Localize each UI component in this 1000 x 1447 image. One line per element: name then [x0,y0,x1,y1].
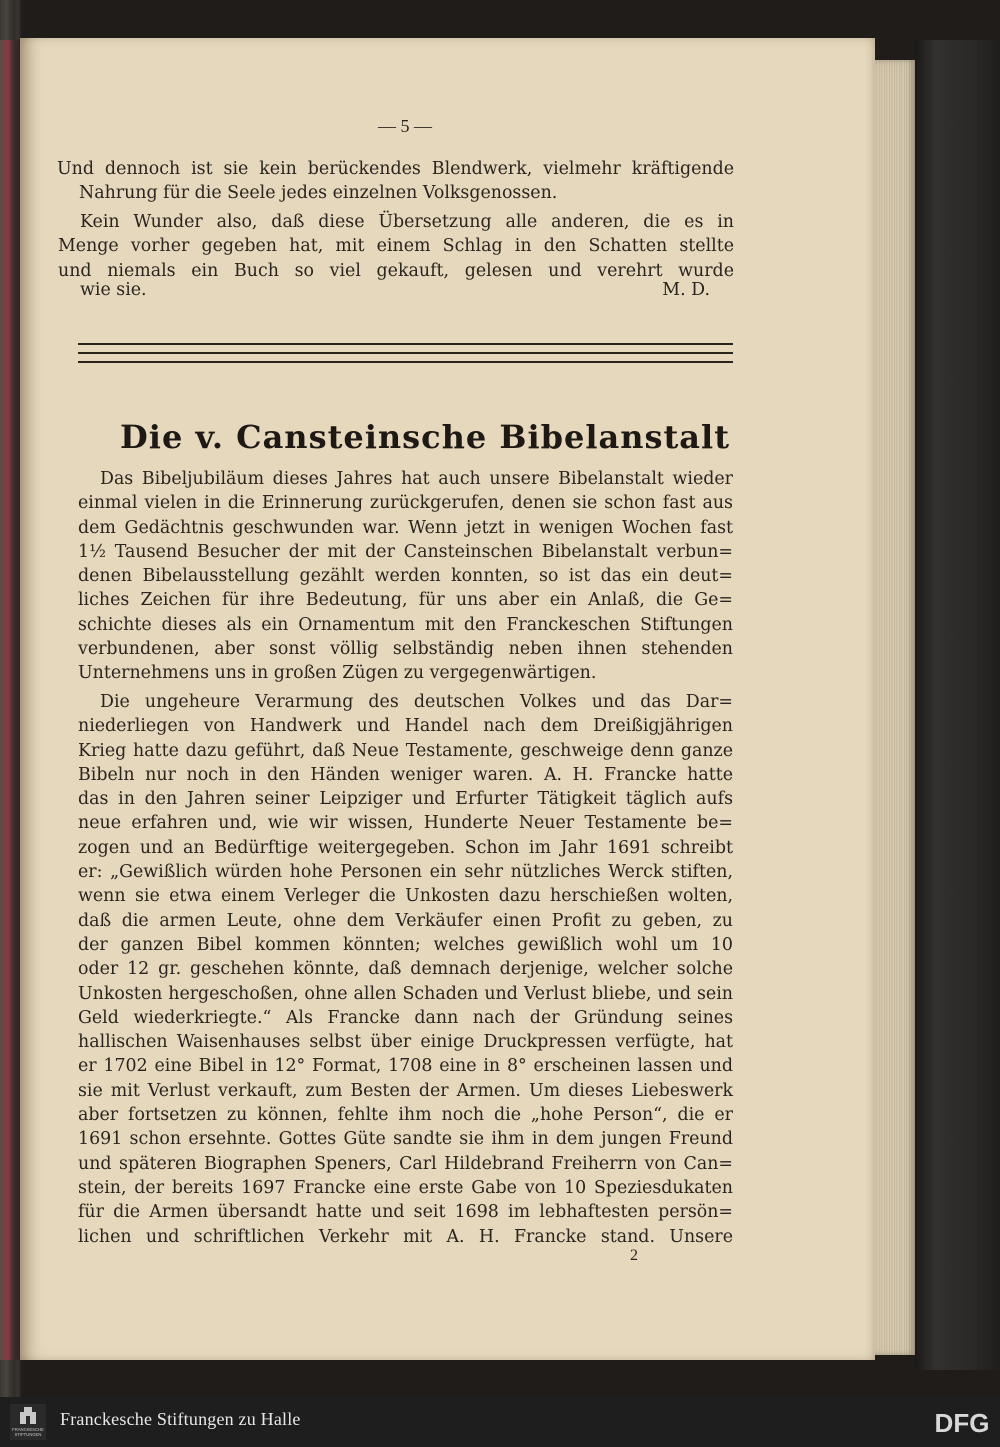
book-cover-right [915,40,1000,1370]
book-cover-left [0,40,22,1360]
author-initials: M. D. [662,280,710,300]
section-heading: Die v. Cansteinsche Bibelanstalt [120,418,730,456]
text-line: hallischen Waisenhauses selbst über einige Druckpressen verfügte, hat [78,1032,733,1053]
second-paragraph [58,210,734,283]
logo-caption-line-2: STIFTUNGEN [14,1432,42,1437]
signature-mark: 2 [630,1247,638,1264]
institution-name[interactable]: Franckesche Stiftungen zu Halle [60,1409,301,1429]
divider-rule [78,361,733,363]
text-line: Und dennoch ist sie kein berückendes Blendwerk, vielmehr kräftigende [57,159,734,179]
text-line: Geld wiederkriegte.“ Als Francke dann nach der Gründung seines [78,1007,733,1028]
text-line: er: „Gewißlich würden hohe Personen ein sehr nützliches Werck stiften, [78,862,733,883]
text-line: verbundenen, aber sonst völlig selbständig neben ihnen stehenden [78,639,733,660]
text-line: aber fortsetzen zu können, fehlte ihm noch die „hohe Person“, die er [78,1105,733,1126]
text-line: er 1702 eine Bibel in 12° Format, 1708 eine in 8° erscheinen lassen und [78,1056,733,1077]
body-paragraph-1 [78,467,733,686]
text-line: für die Armen übersandt hatte und seit 1698 im lebhaftesten persön= [78,1202,733,1223]
logo-caption-line-1: FRANCKESCHE [12,1427,44,1432]
intro-paragraph [57,157,734,206]
text-line: Das Bibeljubiläum dieses Jahres hat auch unsere Bibelanstalt wieder [100,469,733,489]
institution-logo-icon[interactable] [10,1404,46,1440]
text-line: neue erfahren und, wie wir wissen, Hunderte Neuer Testamente be= [78,813,733,834]
text-line: 1½ Tausend Besucher der mit der Cansteinschen Bibelanstalt verbun= [78,541,733,562]
body-paragraph-2 [78,690,733,1249]
divider-rule [78,343,733,345]
page-number: — 5 — [378,116,432,136]
text-line: 1691 schon ersehnte. Gottes Güte sandte sie ihm in dem jungen Freund [78,1129,733,1150]
text-line: das in den Jahren seiner Leipziger und Erfurter Tätigkeit täglich aufs [78,789,733,810]
text-line: einmal vielen in die Erinnerung zurückgerufen, denen sie schon fast aus [78,493,733,514]
text-line: liches Zeichen für ihre Bedeutung, für uns aber ein Anlaß, die Ge= [78,590,733,611]
text-line: und späteren Biographen Speners, Carl Hildebrand Freiherrn von Can= [78,1153,733,1174]
text-line: Nahrung für die Seele jedes einzelnen Volksgenossen. [79,183,558,204]
text-line: zogen und an Bedürftige weitergegeben. Schon im Jahr 1691 schreibt [78,837,733,858]
dfg-logo-icon[interactable] [933,1405,991,1439]
text-line: niederliegen von Handwerk und Handel nach dem Dreißigjährigen [78,716,733,737]
text-line: lichen und schriftlichen Verkehr mit A. H. Francke stand. Unsere [78,1226,733,1247]
text-line: Unkosten hergeschoßen, ohne allen Schaden und Verlust bliebe, und sein [78,983,733,1004]
dfg-logo-text: DFG [934,1408,990,1438]
text-line: Kein Wunder also, daß diese Übersetzung alle anderen, die es in [80,212,734,232]
text-line: daß die armen Leute, ohne dem Verkäufer einen Profit zu geben, zu [78,910,733,931]
text-line: dem Gedächtnis geschwunden war. Wenn jetzt in wenigen Wochen fast [78,517,733,538]
text-line: und niemals ein Buch so viel gekauft, gelesen und verehrt wurde [58,260,734,281]
text-line: oder 12 gr. geschehen könnte, daß demnach derjenige, welcher solche [78,959,733,980]
text-line: schichte dieses als ein Ornamentum mit den Franckeschen Stiftungen [78,614,733,635]
closing-text: wie sie. [80,280,147,300]
closing-line [80,280,732,300]
text-line: der ganzen Bibel kommen könnten; welches gewißlich wohl um 10 [78,934,733,955]
text-line: Bibeln nur noch in den Händen weniger waren. A. H. Francke hatte [78,764,733,785]
text-line: denen Bibelausstellung gezählt werden konnten, so ist das ein deut= [78,566,733,587]
text-line: stein, der bereits 1697 Francke eine erste Gabe von 10 Speziesdukaten [78,1177,733,1198]
page-edges [875,60,915,1355]
text-line: Menge vorher gegeben hat, mit einem Schlag in den Schatten stellte [58,236,734,257]
divider-rule [78,352,733,354]
text-line: wenn sie etwa einem Verleger die Unkosten dazu herschießen wolten, [78,886,733,907]
text-line: Unternehmens uns in großen Zügen zu vergegenwärtigen. [78,663,597,684]
text-line: Die ungeheure Verarmung des deutschen Volkes und das Dar= [100,692,733,712]
text-line: Krieg hatte dazu geführt, daß Neue Testamente, geschweige denn ganze [78,740,733,761]
text-line: sie mit Verlust verkauft, zum Besten der Armen. Um dieses Liebeswerk [78,1080,733,1101]
